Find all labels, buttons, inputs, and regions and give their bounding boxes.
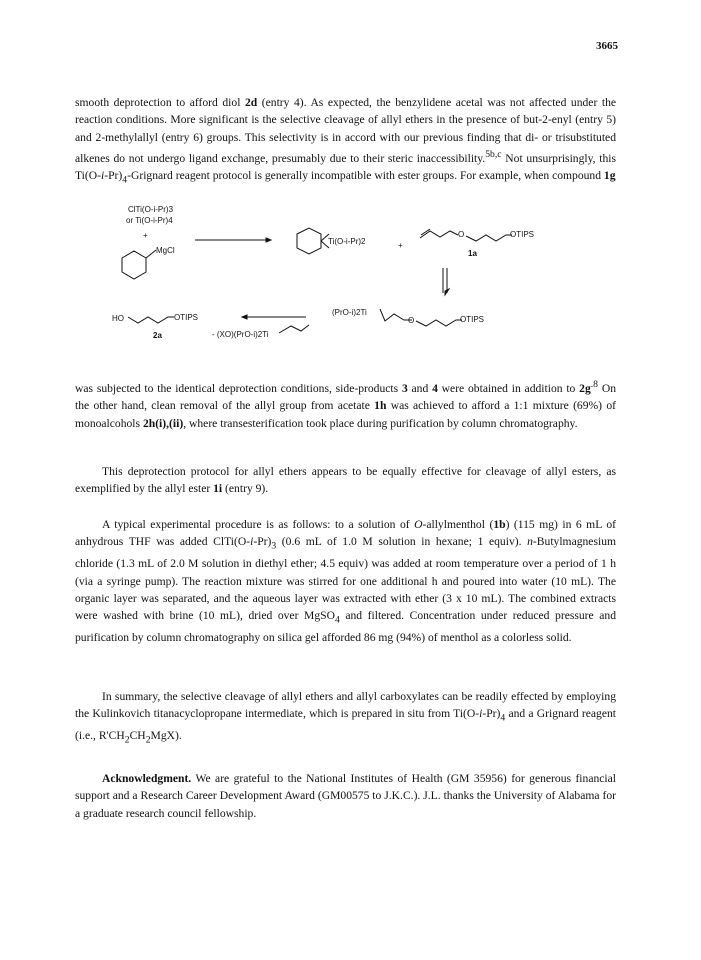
subscript: 4 bbox=[122, 174, 128, 186]
reagent-label-2: or Ti(O-i-Pr)4 bbox=[126, 216, 173, 225]
oxygen-label-2: O bbox=[408, 316, 415, 325]
text-run: -allylmenthol ( bbox=[422, 518, 494, 531]
page-number: 3665 bbox=[596, 40, 618, 52]
otips-label: OTIPS bbox=[510, 230, 535, 239]
cyclohexyl-ring bbox=[122, 251, 146, 279]
subscript: 4 bbox=[334, 614, 340, 626]
compound-ref: 4 bbox=[432, 381, 438, 395]
text-run: and filtered. Concentration under reduced pressure and purification by column chromatography on silica gel afforded 86 mg (94%) of menthol as a colorless solid. bbox=[75, 609, 616, 645]
compound-label-1a: 1a bbox=[468, 249, 477, 258]
forward-arrowhead bbox=[266, 238, 271, 242]
acknowledgment-heading: Acknowledgment. bbox=[102, 772, 192, 785]
compound-ref: 1g bbox=[603, 169, 616, 183]
subscript: 2 bbox=[124, 734, 130, 746]
text-run: were obtained in addition to bbox=[437, 381, 580, 395]
compound-ref: 2d bbox=[244, 96, 258, 109]
text-run: CH bbox=[129, 729, 146, 743]
otips-label-3: OTIPS bbox=[460, 315, 485, 324]
text-run: (entry 4). As expected, the benzylidene acetal was not affected under the reaction conditions. More significant is the selective cleavage of allyl ethers in the presence of but-2-enyl (entry 5) and 2-methylallyl (entry 6) groups. This selectivity is in accord with our previous finding that di- or trisubstituted alkenes do not undergo ligand exchange, presumably due to their steric inaccessibility. bbox=[75, 96, 617, 166]
italic-run: i bbox=[250, 535, 254, 549]
citation-superscript: 5b,c bbox=[485, 149, 502, 161]
text-run: and bbox=[407, 381, 433, 395]
text-run: Not unsurprisingly, this Ti(O- bbox=[75, 152, 617, 183]
equilibrium-arrowhead bbox=[445, 289, 449, 295]
text-run: and a Grignard reagent (i.e., R'CH bbox=[75, 707, 616, 743]
text-run: ) (115 mg) in 6 mL of anhydrous THF was added ClTi(O- bbox=[75, 518, 616, 549]
titanium-label: Ti(O-i-Pr)2 bbox=[328, 237, 366, 246]
paragraph-deprotection-selectivity bbox=[75, 94, 616, 189]
paragraph-acknowledgment bbox=[75, 770, 616, 822]
ether-chain bbox=[466, 235, 512, 241]
text-run: -Pr) bbox=[104, 169, 123, 183]
cyclohexyl-ring-2 bbox=[297, 228, 321, 254]
subscript: 4 bbox=[500, 712, 506, 724]
compound-label-2a: 2a bbox=[153, 331, 162, 340]
text-run: This deprotection protocol for allyl ethers appears to be equally effective for cleavage of allyl esters, as exemplified by the allyl ester bbox=[75, 465, 616, 496]
byproduct-label: - (XO)(PrO-i)2Ti bbox=[212, 330, 269, 339]
text-run: MgX). bbox=[150, 729, 182, 743]
text-run: smooth deprotection to afford diol bbox=[75, 96, 245, 109]
titanium-complex-label: (PrO-i)2Ti bbox=[332, 308, 367, 317]
italic-run: i bbox=[479, 707, 483, 721]
text-run: -Butylmagnesium chloride (1.3 mL of 2.0 M solution in diethyl ether; 4.5 equiv) was added at room temperature over a period of 1 h (via a syringe pump). The reaction mixture was stirred for one additional h and poured into water (10 mL). The organic layer was separated, and the aqueous layer was extracted with ether (3 x 10 mL). The combined extracts were washed with brine (10 mL), dried over MgSO bbox=[75, 535, 617, 623]
text-run: In summary, the selective cleavage of allyl ethers and allyl carboxylates can be readily effected by employing the Kulinkovich titanacyclopropane intermediate, which is prepared in situ from Ti(O- bbox=[75, 690, 616, 721]
byproduct-alkene bbox=[279, 325, 309, 333]
subscript: 2 bbox=[145, 734, 151, 746]
italic-run: i bbox=[101, 169, 105, 183]
text-run: (0.6 mL of 1.0 M solution in hexane; 1 equiv). bbox=[276, 535, 528, 549]
ch2-bond bbox=[146, 250, 156, 258]
compound-ref: 1i bbox=[213, 482, 223, 496]
otips-label-2: OTIPS bbox=[174, 313, 199, 322]
text-run: -Pr) bbox=[482, 707, 501, 721]
text-run: -Pr) bbox=[253, 535, 272, 549]
text-run: A typical experimental procedure is as follows: to a solution of bbox=[102, 518, 415, 531]
plus-sign: + bbox=[143, 231, 148, 240]
subscript: 3 bbox=[271, 540, 277, 552]
citation-superscript: .8 bbox=[590, 379, 599, 390]
reaction-scheme bbox=[100, 198, 620, 368]
paragraph-experimental-procedure bbox=[75, 516, 616, 646]
paragraph-side-products bbox=[75, 376, 616, 432]
paragraph-allyl-esters bbox=[75, 463, 616, 498]
text-run: -Grignard reagent protocol is generally incompatible with ester groups. For example, when compound bbox=[127, 169, 604, 183]
text-run: was achieved to afford a 1:1 mixture (69%) of monoalcohols bbox=[75, 399, 616, 430]
compound-ref: 3 bbox=[401, 381, 408, 395]
compound-ref: 2g bbox=[579, 381, 591, 395]
mgcl-label: MgCl bbox=[156, 246, 175, 255]
compound-ref: 2h(i),(ii) bbox=[142, 416, 184, 430]
italic-run: O bbox=[414, 518, 423, 531]
ether-chain-2 bbox=[416, 320, 462, 326]
reverse-arrowhead bbox=[242, 315, 247, 319]
text-run: , where transesterification took place during purification by column chromatography. bbox=[183, 416, 578, 430]
ho-label: HO bbox=[112, 314, 124, 323]
text-run: We are grateful to the National Institutes of Health (GM 35956) for generous financial support and a Research Career Development Award (GM00575 to J.K.C.). J.L. thanks the University of Alabama for a graduate research council fellowship. bbox=[75, 772, 616, 820]
product-chain bbox=[128, 317, 174, 323]
text-run: (entry 9). bbox=[222, 482, 269, 496]
plus-sign-2: + bbox=[398, 241, 403, 250]
paragraph-summary bbox=[75, 688, 616, 749]
oxygen-label: O bbox=[458, 230, 465, 239]
reagent-label-1: ClTi(O-i-Pr)3 bbox=[128, 205, 174, 214]
text-run: On the other hand, clean removal of the allyl group from acetate bbox=[75, 381, 616, 413]
compound-ref: 1b bbox=[493, 518, 506, 531]
compound-ref: 1h bbox=[374, 399, 387, 413]
text-run: was subjected to the identical deprotection conditions, side-products bbox=[75, 381, 402, 395]
italic-run: n bbox=[527, 535, 533, 549]
